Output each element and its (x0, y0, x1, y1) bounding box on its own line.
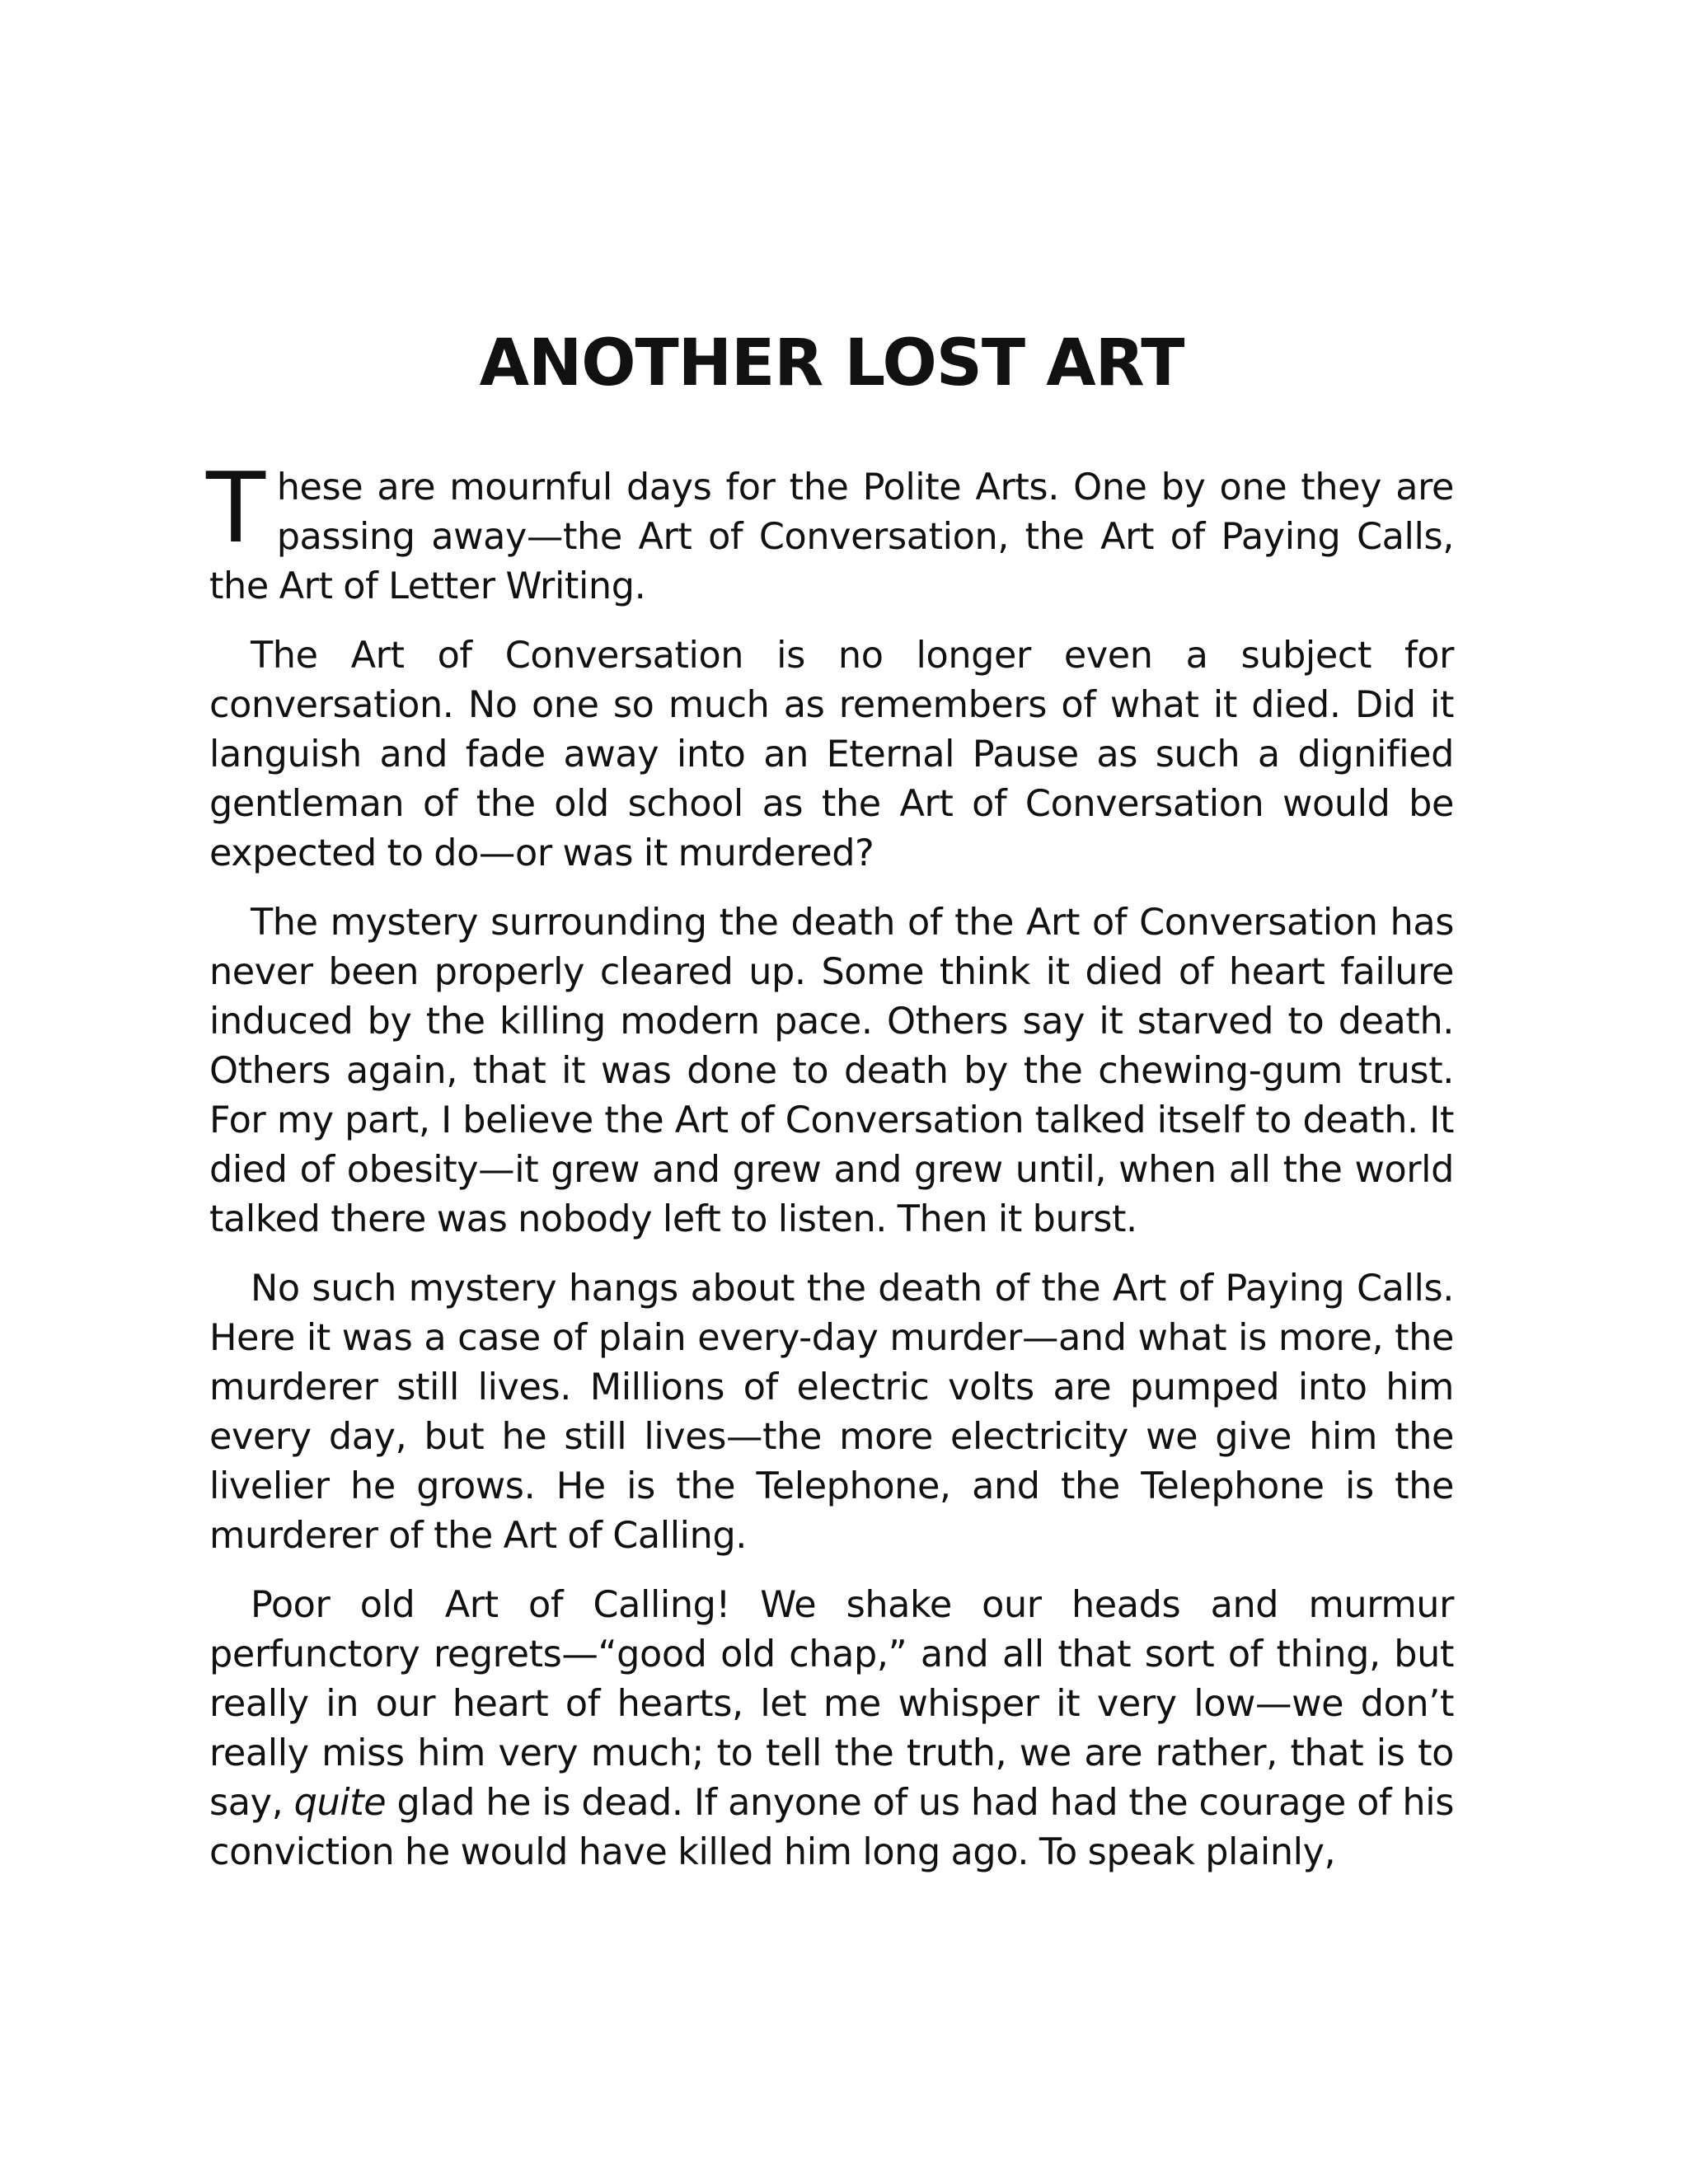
chapter-title: ANOTHER LOST ART (479, 326, 1184, 401)
paragraph-5-text-before: Poor old Art of Calling! We shake our heads and murmur perfunctory regrets—“good old chap,” and all that sort of thing, but really in our heart of hearts, let me whisper it very low—we don’t really miss him very much; to tell the truth, we are rather, that is to say, (209, 1584, 1454, 1824)
paragraph-1-text: hese are mournful days for the Polite Arts. One by one they are passing away—the Art of Conversation, the Art of Paying Calls, the Art of Letter Writing. (209, 466, 1454, 607)
paragraph-5-emphasis: quite (293, 1782, 387, 1824)
paragraph-1 (206, 451, 1454, 612)
paragraph-4: No such mystery hangs about the death of the Art of Paying Calls. Here it was a case of plain every-day murder—and what is more, the murderer still lives. Millions of electric volts are pumped into him every day, but he still lives—the more electricity we give him the livelier he grows. He is the Telephone, and the Telephone is the murderer of the Art of Calling. (209, 1268, 1454, 1557)
paragraph-5 (209, 1581, 1454, 1877)
paragraph-5-text-after: glad he is dead. If anyone of us had had the courage of his conviction he would have killed him long ago. To speak plainly, (209, 1782, 1454, 1873)
drop-cap: T (206, 451, 265, 565)
paragraph-3: The mystery surrounding the death of the Art of Conversation has never been properly cleared up. Some think it died of heart failure induced by the killing modern pace. Others say it starved to death. Others again, that it was done to death by the chewing-gum trust. For my part, I believe the Art of Conversation talked itself to death. It died of obesity—it grew and grew and grew until, when all the world talked there was nobody left to listen. Then it burst. (209, 902, 1454, 1240)
chapter-body (206, 451, 1454, 1897)
book-page (206, 0, 1454, 2184)
paragraph-2: The Art of Conversation is no longer even a subject for conversation. No one so much as remembers of what it died. Did it languish and fade away into an Eternal Pause as such a dignified gentleman of the old school as the Art of Conversation would be expected to do—or was it murdered? (209, 635, 1454, 874)
